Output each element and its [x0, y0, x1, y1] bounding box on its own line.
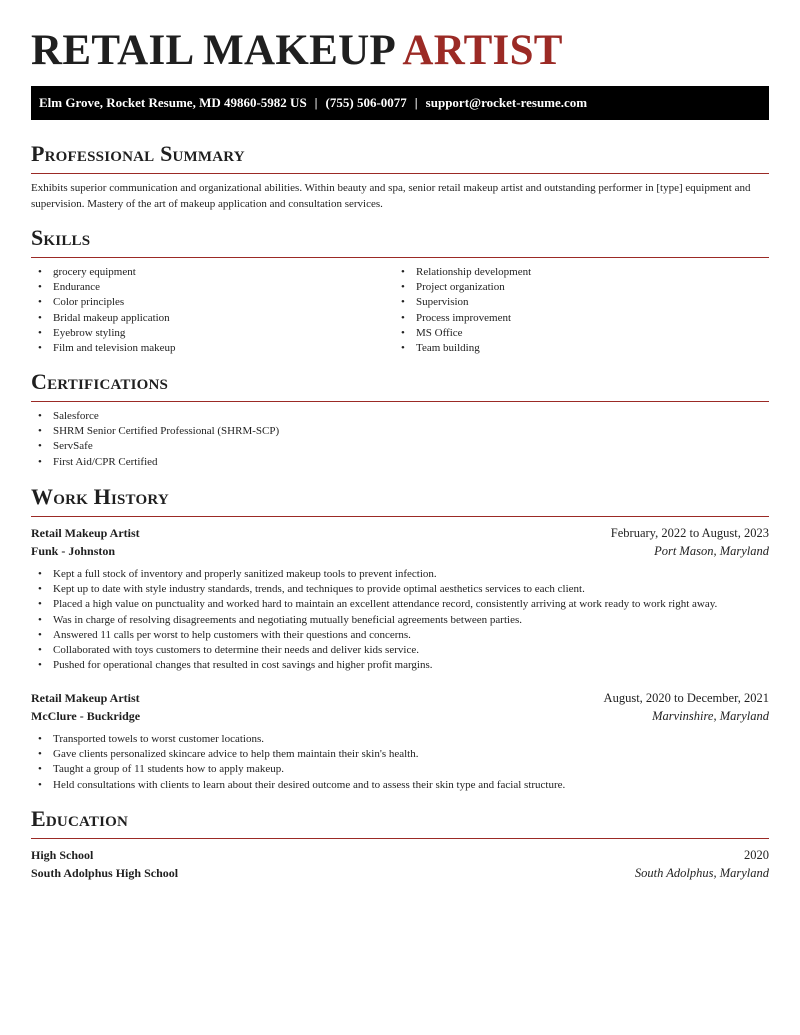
education-heading: Education [31, 806, 129, 831]
summary-text: Exhibits superior communication and organizational abilities. Within beauty and spa, senior retail makeup artist and outstanding performer in [type] equipment and supervision. Mastery of the art of makeup application and consultation services. [31, 182, 751, 210]
education-school: South Adolphus High School [31, 866, 179, 880]
job-2-title-row [31, 691, 769, 709]
education-degree-row [31, 848, 769, 866]
job-bullet: • Kept a full stock of inventory and properly sanitized makeup tools to prevent infection. [31, 567, 769, 582]
job-location: Marvinshire, Maryland [652, 709, 769, 723]
certifications-section-header [31, 369, 769, 402]
work-heading: Work History [31, 484, 169, 509]
skill-item: • Process improvement [394, 311, 754, 326]
skill-item: • MS Office [394, 326, 754, 341]
skill-item: • Supervision [394, 295, 754, 310]
skill-item: • Endurance [31, 280, 391, 295]
job-2-company-row [31, 709, 769, 727]
job-company: McClure - Buckridge [31, 709, 141, 723]
education-year: 2020 [744, 848, 769, 862]
job-dates: February, 2022 to August, 2023 [610, 526, 769, 540]
certifications-heading: Certifications [31, 369, 169, 394]
certification-item: • SHRM Senior Certified Professional (SHRM-SCP) [31, 424, 769, 439]
job-bullet: • Pushed for operational changes that resulted in cost savings and higher profit margins. [31, 658, 769, 673]
job-bullet: • Placed a high value on punctuality and worked hard to maintain an excellent attendance record, consistently arriving at work ready to work right away. [31, 597, 769, 612]
job-2-bullets [31, 732, 769, 793]
contact-separator: | [414, 95, 418, 110]
job-bullet: • Collaborated with toys customers to determine their needs and deliver kids service. [31, 643, 769, 658]
job-bullet: • Transported towels to worst customer locations. [31, 732, 769, 747]
skill-item: • grocery equipment [31, 265, 391, 280]
job-bullet: • Kept up to date with style industry standards, trends, and techniques to provide optimal aesthetics services to each client. [31, 582, 769, 597]
education-section-header [31, 806, 769, 839]
skills-list-left [31, 265, 391, 356]
job-bullet: • Was in charge of resolving disagreements and negotiating mutually beneficial agreements between parties. [31, 613, 769, 628]
job-location: Port Mason, Maryland [654, 544, 769, 558]
contact-address: Elm Grove, Rocket Resume, MD 49860-5982 US [39, 95, 307, 110]
certification-item: • Salesforce [31, 409, 769, 424]
job-bullet: • Taught a group of 11 students how to apply makeup. [31, 762, 769, 777]
job-1-bullets [31, 567, 769, 673]
skills-section-header [31, 225, 769, 258]
certifications-list [31, 409, 769, 470]
skills-list-right [394, 265, 754, 356]
skill-item: • Relationship development [394, 265, 754, 280]
job-bullet: • Answered 11 calls per worst to help customers with their questions and concerns. [31, 628, 769, 643]
job-dates: August, 2020 to December, 2021 [603, 691, 769, 705]
skill-item: • Project organization [394, 280, 754, 295]
skills-heading: Skills [31, 225, 91, 250]
contact-phone: (755) 506-0077 [325, 95, 407, 110]
contact-bar [31, 86, 769, 120]
education-degree: High School [31, 848, 94, 862]
skill-item: • Eyebrow styling [31, 326, 391, 341]
summary-section-header [31, 141, 769, 174]
education-school-row [31, 866, 769, 884]
work-section-header [31, 484, 769, 517]
job-bullet: • Gave clients personalized skincare advice to help them maintain their skin's health. [31, 747, 769, 762]
skill-item: • Color principles [31, 295, 391, 310]
resume-title [31, 28, 563, 74]
contact-separator: | [314, 95, 318, 110]
job-title: Retail Makeup Artist [31, 691, 140, 705]
title-part-1: RETAIL MAKEUP [31, 27, 394, 74]
summary-heading: Professional Summary [31, 141, 245, 166]
job-title: Retail Makeup Artist [31, 526, 140, 540]
job-1-title-row [31, 526, 769, 544]
skill-item: • Bridal makeup application [31, 311, 391, 326]
certification-item: • ServSafe [31, 439, 769, 454]
job-bullet: • Held consultations with clients to learn about their desired outcome and to assess their skin type and facial structure. [31, 778, 769, 793]
skill-item: • Film and television makeup [31, 341, 391, 356]
job-1-company-row [31, 544, 769, 562]
job-company: Funk - Johnston [31, 544, 116, 558]
certification-item: • First Aid/CPR Certified [31, 455, 769, 470]
title-part-2: ARTIST [402, 27, 563, 74]
education-location: South Adolphus, Maryland [634, 866, 769, 880]
skill-item: • Team building [394, 341, 754, 356]
contact-email: support@rocket-resume.com [425, 95, 588, 110]
